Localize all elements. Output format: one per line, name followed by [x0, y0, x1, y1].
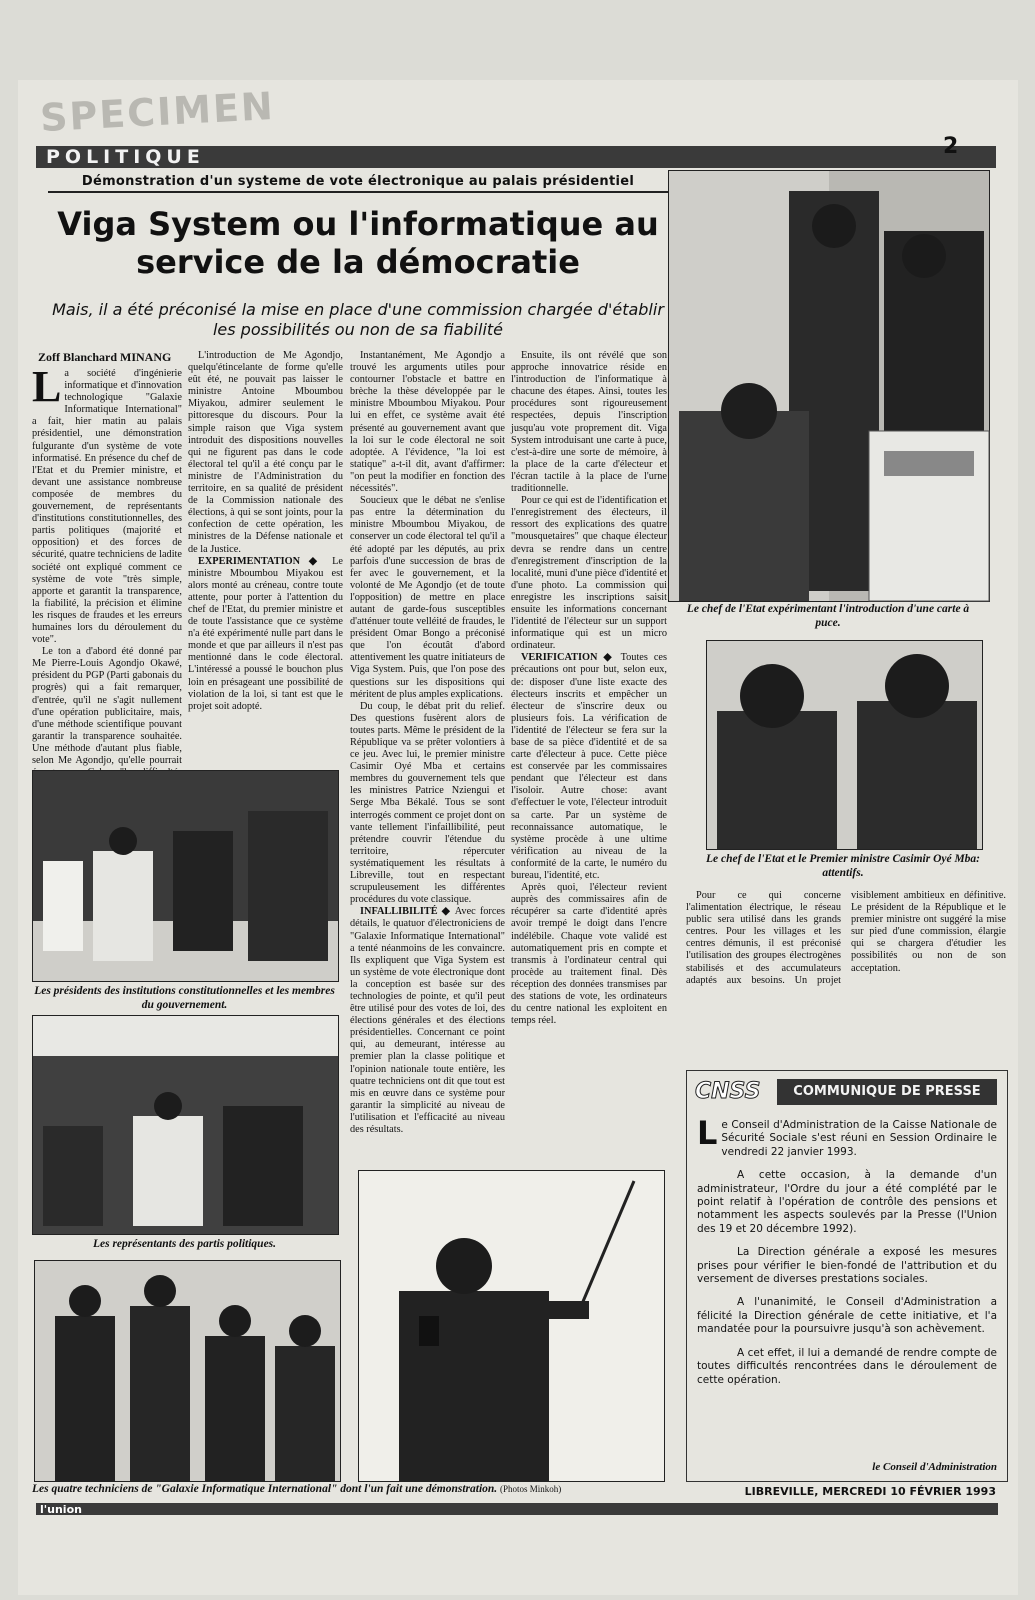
byline: Zoff Blanchard MINANG: [38, 350, 172, 364]
caption-photo-5: [32, 1482, 672, 1496]
page-number: 2: [943, 134, 959, 159]
photo-illustration: [707, 641, 982, 849]
specimen-stamp: SPECIMEN: [39, 83, 276, 141]
photo-partis-politiques: [32, 1015, 339, 1235]
article-paragraph: Du coup, le débat prit du relief. Des questions fusèrent alors de toutes parts. Même le président de la République va se prêter volontiers à ce jeu. Avec lui, le premier ministre Casimir Oyé Mba et certains membres du gouvernement tels que les ministres Patrice Nziengui et Serge Mba Békalé. Tous se sont interrogés comment ce projet dont on vante tellement l'infaillibilité, peut prétendre couvrir l'étendue du territoire, répercuter systématiquement les résultats à Libreville, tout en respectant scrupuleusement les différentes procédures du vote classique.: [350, 700, 505, 906]
article-column-1: [32, 362, 182, 766]
article-paragraph: a société d'ingénierie informatique et d'innovation technologique "Galaxie Informatique International" a fait, hier matin au palais présidentiel, une démonstration fulgurante d'un système de vote informatisé. En présence du chef de l'Etat et du Premier ministre, et devant une assistance nombreuse composée de membres du gouvernement, de représentants d'institutions constitutionnelles, des partis politiques (majorité et opposition) et des forces de sécurité, quatre techniciens de ladite société ont expliqué comment ce système de vote "très simple, apporte et garantit la transparence, la fiabilité, la précision et élimine les risques de fraudes et les erreurs humaines lors du déroulement du vote".: [32, 368, 182, 646]
subheading-infallibilite: INFALLIBILITÉ ◆: [360, 906, 452, 918]
photo-chef-etat-carte: [668, 170, 990, 602]
dateline: LIBREVILLE, MERCREDI 10 FÉVRIER 1993: [744, 1485, 996, 1498]
cnss-communique-box: [686, 1070, 1008, 1482]
article-paragraph: Soucieux que le débat ne s'enlise pas entre la détermination du ministre Mboumbou Miyakou, de conserver un code électoral tel qu'il a été adopté par les députés, au prix parfois d'une succession de bras de fer avec le gouvernement, et la volonté de Me Agondjo (et de toute l'opposition) de mettre en place autant de garde-fous susceptibles d'atténuer toute velléité de fraudes, le président Omar Bongo a préconisé que l'on écoutât d'abord attentivement les quatre initiateurs de Viga System. Puis, que l'on pose des questions sur les dispositions qui méritent de plus amples explications.: [350, 495, 505, 700]
dropcap: L: [32, 362, 62, 411]
article-paragraph: L'introduction de Me Agondjo, quelqu'étincelante de forme qu'elle eût été, ne pouvait pas laisser le ministre Antoine Mboumbou Miyakou, admirer seulement le pittoresque du discours. Pour la simple raison que Viga system introduit des dispositions nouvelles qui ne figurent pas dans le code électoral tel qu'il a été conçu par le ministre de l'Administration du territoire, en sa qualité de président de la Commission nationale des élections, à qui se sont joints, pour la confection de cette opération, les ministres de la Défense nationale et de la Justice.: [188, 350, 343, 555]
article-column-2: [188, 350, 343, 758]
cnss-signature: le Conseil d'Administration: [872, 1461, 997, 1473]
newspaper-page: [18, 80, 1018, 1595]
article-paragraph: Le ministre Mboumbou Miyakou est alors monté au créneau, contre toute attente, pour porter à l'attention du chef de l'Etat, du premier ministre et de toute l'assistance que ce système n'a été expérimenté nulle part dans le monde et que par ailleurs il n'est pas mentionné dans le code électoral. L'intéressé a poussé le bouchon plus loin en présageant une possibilité de violation de la loi, si tant est que le projet soit adopté.: [188, 555, 343, 712]
article-paragraph: Instantanément, Me Agondjo a trouvé les arguments utiles pour contourner l'obstacle et battre en brèche la thèse développée par le ministre Mboumbou Miyakou. Pour lui en effet, ce système avait été présenté au gouvernement avant que la loi sur le code électoral ne soit adoptée. A l'évidence, "la loi est statique" a-t-il dit, avant d'affirmer: "on peut la modifier en fonction des nécessités".: [350, 350, 505, 495]
cnss-paragraph: A l'unanimité, le Conseil d'Administration a félicité la Direction générale de cette initiative, et l'a mandatée pour la poursuivre jusqu'à son achèvement.: [697, 1296, 997, 1336]
caption-photo-5-text: Les quatre techniciens de "Galaxie Informatique International" dont l'un fait une démonstration.: [32, 1483, 498, 1495]
newspaper-logo: l'union: [40, 1503, 82, 1516]
article-paragraph: Le ton a d'abord été donné par Me Pierre-Louis Agondjo Okawé, président du PGP (Parti gabonais du progrès) qui a fait remarquer, d'entrée, qu'il ne s'agit nullement d'une opération publicitaire, mais, d'une méthode scientifique pouvant garantir la transparence souhaitée. Une méthode d'autant plus fiable, selon Me Agondjo, qu'elle pourrait: [32, 646, 182, 766]
photo-presidents-institutions: [32, 770, 339, 982]
kicker: Démonstration d'un systeme de vote électronique au palais présidentiel: [48, 174, 668, 193]
caption-photo-1: Le chef de l'Etat expérimentant l'introduction d'une carte à puce.: [686, 603, 970, 629]
photo-demonstration: [358, 1170, 665, 1482]
photo-illustration: [33, 1016, 338, 1234]
dropcap: L: [697, 1114, 718, 1152]
photo-chef-etat-premier-ministre: [706, 640, 983, 850]
headline: Viga System ou l'informatique au service de la démocratie: [57, 205, 659, 281]
cnss-paragraph: A cet effet, il lui a demandé de rendre compte de toutes difficultés rencontrées dans le déroulement de cette opération.: [697, 1346, 997, 1386]
section-rubric: POLITIQUE: [46, 146, 205, 168]
caption-photo-4: Les représentants des partis politiques.: [92, 1238, 277, 1250]
cnss-paragraph: A cette occasion, à la demande d'un administrateur, l'Ordre du jour a été complété par le point relatif à l'opération de contrôle des pensions et notamment les aspects soulevés par la Presse (l'Union des 19 et 20 décembre 1992).: [697, 1169, 997, 1235]
photo-illustration: [359, 1171, 664, 1481]
cnss-title: COMMUNIQUE DE PRESSE: [777, 1079, 997, 1105]
article-paragraph: Pour ce qui est de l'identification et l'enregistrement des électeurs, il ressort des explications des quatre "mousquetaires" que chaque électeur devra se rendre dans un centre d'enregistrement d'inscription de la localité, muni d'une pièce d'identité et d'une photo. La commission qui enregistre les inscriptions saisit ensuite les informations concernant l'identité de l'électeur sur un support informatique qui est un micro ordinateur.: [511, 495, 667, 652]
section-rubric-bar: [36, 146, 996, 168]
article-paragraph: Pour ce qui concerne l'alimentation électrique, le réseau public sera utilisé dans les grands centres. Pour les villages et les centres démunis, il est préconisé l'utilisation des groupes électrogènes stabilisés et des accumulateurs adaptés aux besoins. Un projet visiblement ambitieux en définitive. Le président de la République et le premier ministre ont suggéré la mise sur pied d'une commission, élargie qui se chargera d'étudier les possibilités ou non de son acceptation.: [686, 890, 1006, 986]
photo-techniciens: [34, 1260, 341, 1482]
photo-illustration: [35, 1261, 340, 1481]
subheading-experimentation: EXPERIMENTATION ◆: [198, 555, 324, 567]
photo-credit: (Photos Minkoh): [500, 1484, 562, 1494]
caption-photo-2: Le chef de l'Etat et le Premier ministre Casimir Oyé Mba: attentifs.: [705, 853, 981, 879]
article-paragraph: Avec forces détails, le quatuor d'électroniciens de "Galaxie Informatique International" a tenté néanmoins de les convaincre. Ils expliquent que Viga System est un système de vote électronique dont la conception est basée sur des technologies de pointe, et qu'il peut être utilisé pour des votes de loi, des élections générales et des élections présidentielles. Concernant ce point qui, au demeurant, intéresse au premier plan la classe politique et l'opinion nationale toute entière, les quatre techniciens ont dit que tout est mis en œuvre dans ce système pour garantir la simplicité au niveau de l'utilisation et l'efficacité au niveau des résultats.: [350, 906, 505, 1135]
photo-illustration: [33, 771, 338, 981]
article-paragraph: Après quoi, l'électeur revient auprès des commissaires afin de récupérer sa carte d'identité après avoir trempé le doigt dans l'encre indélébile. Chaque vote validé est automatiquement pris en compte et transmis à l'ordinateur central qui procède au traitement final. Dès réception des données transmises par des stations de vote, les ordinateurs du centre national les exploitent en temps réel.: [511, 882, 667, 1027]
cnss-paragraph: e Conseil d'Administration de la Caisse Nationale de Sécurité Sociale s'est réuni en Session Ordinaire le vendredi 22 janvier 1993.: [721, 1119, 997, 1158]
photo-illustration: [669, 171, 989, 601]
cnss-logo: CNSS: [695, 1079, 761, 1104]
cnss-body: [697, 1114, 997, 1397]
article-paragraph: Toutes ces précautions ont pour but, selon eux, de: disposer d'une liste exacte des électeurs inscrits et empêcher un électeur de s'inscrire deux ou plusieurs fois. La vérification de l'identité de l'électeur se fera sur la base de sa pièce d'identité et de sa carte d'électeur à puce. Cette pièce est conservée par les commissaires pendant que l'électeur est dans l'isoloir. Autre chose: avant d'effectuer le vote, l'électeur introduit sa carte. Par un système de reconnaissance automatique, le système procède à une ultime vérification au niveau de la conformité de la carte, le numéro du bureau, l'identité, etc.: [511, 652, 668, 882]
article-column-5: [686, 890, 1006, 1060]
article-column-4: [511, 350, 667, 1160]
cnss-paragraph: La Direction générale a exposé les mesures prises pour vérifier le bien-fondé de l'attribution et du versement de diverses prestations sociales.: [697, 1246, 997, 1286]
footer-bar: [36, 1503, 998, 1515]
article-column-3: [350, 350, 505, 1160]
subheading-verification: VERIFICATION ◆: [521, 652, 615, 664]
caption-photo-3: Les présidents des institutions constitutionnelles et les membres du gouvernement.: [34, 985, 335, 1011]
subhead: Mais, il a été préconisé la mise en place d'une commission chargée d'établir les possibilités ou non de sa fiabilité: [52, 300, 664, 339]
article-paragraph: Ensuite, ils ont révélé que son approche innovatrice réside en l'introduction de l'informatique à chacune des étapes. Ainsi, toutes les procédures sont rigoureusement respectées, depuis l'inscription jusqu'au vote proprement dit. Viga System introduisant une carte à puce, c'est-à-dire une sorte de mémoire, à la place de la carte d'électeur et l'écran tactile à la place de l'urne traditionnelle.: [511, 350, 667, 495]
